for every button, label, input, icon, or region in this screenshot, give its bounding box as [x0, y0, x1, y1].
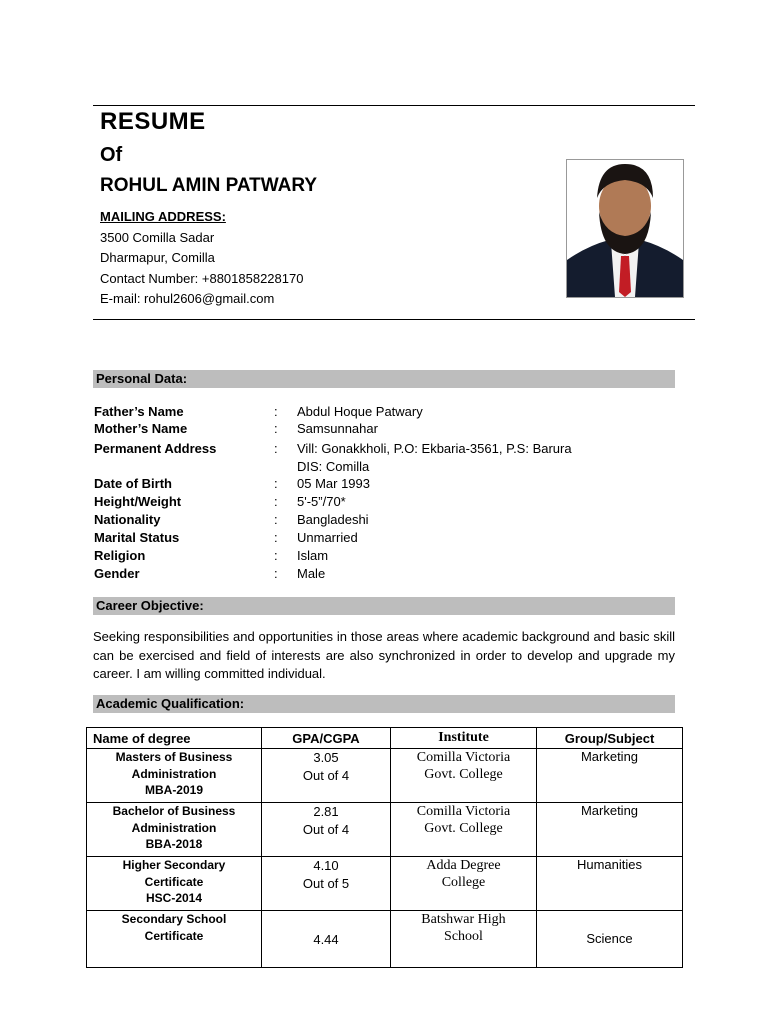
candidate-name: ROHUL AMIN PATWARY — [100, 175, 318, 196]
degree-line: Certificate — [144, 928, 204, 943]
degree-line: Administration — [131, 820, 217, 835]
personal-data-heading: Personal Data: — [93, 370, 675, 388]
email-address: E-mail: rohul2606@gmail.com — [100, 291, 275, 306]
personal-row — [94, 441, 694, 459]
institute-cell — [391, 857, 537, 911]
field-label: Gender — [94, 566, 140, 581]
personal-row — [94, 459, 694, 477]
personal-row — [94, 404, 694, 422]
gpa-value: 4.44 — [313, 932, 339, 947]
institute-line: School — [444, 929, 483, 944]
field-colon: : — [274, 548, 278, 563]
personal-row — [94, 494, 694, 512]
degree-cell — [87, 803, 262, 857]
top-divider — [93, 105, 695, 106]
field-value: Vill: Gonakkholi, P.O: Ekbaria-3561, P.S: Barura — [297, 441, 572, 456]
degree-line: BBA-2018 — [145, 837, 203, 851]
address-line: 3500 Comilla Sadar — [100, 230, 215, 245]
personal-row — [94, 530, 694, 548]
degree-line: Masters of Business — [115, 750, 233, 764]
personal-row — [94, 548, 694, 566]
degree-line: Bachelor of Business — [112, 804, 236, 818]
gpa-cell — [262, 911, 391, 968]
field-label: Marital Status — [94, 530, 180, 545]
field-colon: : — [274, 476, 278, 491]
career-objective-text: Seeking responsibilities and opportunities in those areas where academic background and basic skill can be exercised and field of interests are also synchronized in order to develop and upgrade my career. I am willing committed individual. — [93, 629, 675, 681]
table-header-row — [87, 728, 683, 749]
gpa-cell — [262, 857, 391, 911]
field-value: Unmarried — [297, 530, 358, 545]
group-cell: Science — [537, 911, 683, 968]
column-header: Institute — [391, 728, 537, 749]
institute-cell — [391, 803, 537, 857]
column-header: GPA/CGPA — [262, 728, 391, 749]
field-colon: : — [274, 566, 278, 581]
column-header: Name of degree — [87, 728, 262, 749]
field-label: Permanent Address — [94, 441, 217, 456]
table-row — [87, 911, 683, 968]
institute-line: Govt. College — [424, 821, 503, 836]
gpa-scale: Out of 5 — [302, 876, 350, 891]
contact-number: Contact Number: +8801858228170 — [100, 271, 304, 286]
table-row — [87, 803, 683, 857]
gpa-value: 2.81 — [313, 804, 339, 819]
group-cell: Marketing — [537, 749, 683, 803]
field-colon: : — [274, 494, 278, 509]
field-value: Male — [297, 566, 326, 581]
degree-line: Administration — [131, 766, 217, 781]
degree-cell — [87, 749, 262, 803]
column-header: Group/Subject — [537, 728, 683, 749]
degree-cell — [87, 911, 262, 968]
field-label: Mother’s Name — [94, 421, 188, 436]
gpa-scale: Out of 4 — [302, 822, 350, 837]
academic-table — [86, 727, 683, 968]
academic-qualification-heading: Academic Qualification: — [93, 695, 675, 713]
institute-line: Comilla Victoria — [416, 750, 511, 765]
resume-title: RESUME — [100, 108, 206, 135]
institute-line: Adda Degree — [426, 858, 501, 873]
institute-line: College — [441, 875, 486, 890]
degree-line: MBA-2019 — [144, 783, 204, 797]
gpa-value: 3.05 — [313, 750, 339, 765]
personal-row — [94, 566, 694, 584]
field-value: Islam — [297, 548, 329, 563]
personal-row — [94, 476, 694, 494]
institute-cell — [391, 749, 537, 803]
institute-line: Govt. College — [424, 767, 503, 782]
field-label: Height/Weight — [94, 494, 182, 509]
gpa-cell — [262, 749, 391, 803]
gpa-cell — [262, 803, 391, 857]
group-cell: Humanities — [537, 857, 683, 911]
field-colon: : — [274, 421, 278, 436]
field-value: Abdul Hoque Patwary — [297, 404, 423, 419]
table-row — [87, 749, 683, 803]
gpa-scale: Out of 4 — [302, 768, 350, 783]
field-value: Samsunnahar — [297, 421, 378, 436]
personal-row — [94, 421, 694, 439]
address-line: Dharmapur, Comilla — [100, 250, 215, 265]
group-cell: Marketing — [537, 803, 683, 857]
field-value: Bangladeshi — [297, 512, 369, 527]
of-label: Of — [100, 144, 123, 166]
field-label: Father’s Name — [94, 404, 184, 419]
table-row — [87, 857, 683, 911]
degree-line: HSC-2014 — [145, 891, 203, 905]
degree-line: Certificate — [144, 874, 204, 889]
field-label: Date of Birth — [94, 476, 172, 491]
profile-photo — [566, 159, 684, 298]
degree-cell — [87, 857, 262, 911]
field-value: 05 Mar 1993 — [297, 476, 370, 491]
institute-cell — [391, 911, 537, 968]
field-label: Nationality — [94, 512, 161, 527]
field-value: 5'-5”/70* — [297, 494, 346, 509]
bottom-divider — [93, 319, 695, 320]
institute-line: Comilla Victoria — [416, 804, 511, 819]
institute-line: Batshwar High — [421, 912, 506, 927]
field-colon: : — [274, 530, 278, 545]
field-colon: : — [274, 404, 278, 419]
career-objective-heading: Career Objective: — [93, 597, 675, 615]
degree-line: Higher Secondary — [122, 858, 226, 872]
mailing-address-label: MAILING ADDRESS: — [100, 209, 226, 224]
field-colon: : — [274, 441, 278, 456]
field-label: Religion — [94, 548, 146, 563]
degree-line: Secondary School — [121, 912, 227, 926]
field-colon: : — [274, 512, 278, 527]
gpa-value: 4.10 — [313, 858, 339, 873]
field-value: DIS: Comilla — [297, 459, 370, 474]
personal-row — [94, 512, 694, 530]
